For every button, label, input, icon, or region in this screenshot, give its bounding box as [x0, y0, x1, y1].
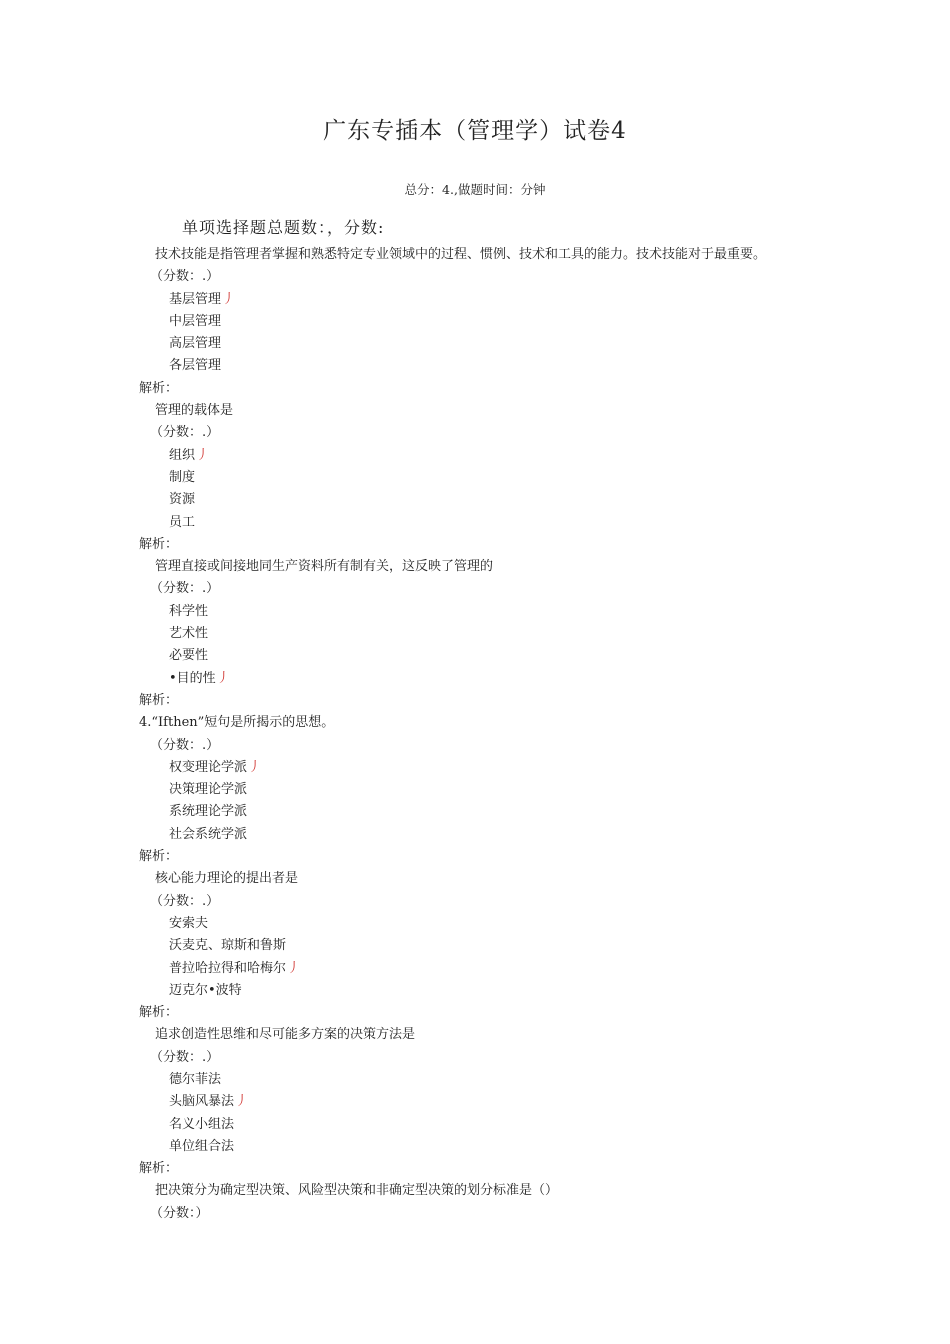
- correct-mark-icon: 丿: [248, 759, 262, 775]
- option-item: [0, 311, 950, 333]
- correct-mark-icon: 丿: [235, 1094, 249, 1110]
- option-item: [0, 289, 950, 311]
- option-item: [0, 1069, 950, 1091]
- option-item: [0, 1091, 950, 1113]
- option-label: 普拉哈拉得和哈梅尔: [169, 960, 287, 976]
- option-label: 沃麦克、琼斯和鲁斯: [169, 938, 287, 954]
- option-label: 基层管理: [169, 291, 222, 307]
- option-label: 决策理论学派: [169, 782, 248, 798]
- question-score: （分数：.）: [150, 581, 220, 597]
- option-label: 制度: [169, 469, 196, 485]
- analysis-label: 解析：: [139, 380, 179, 396]
- option-item: [0, 601, 950, 623]
- option-label: 单位组合法: [169, 1138, 235, 1154]
- option-item: [0, 935, 950, 957]
- option-item: [0, 958, 950, 980]
- option-label: 组织: [169, 447, 196, 463]
- correct-mark-icon: 丿: [216, 670, 230, 686]
- option-item: [0, 801, 950, 823]
- option-item: [0, 645, 950, 667]
- option-item: [0, 623, 950, 645]
- option-label: 必要性: [169, 648, 209, 664]
- option-label: 迈克尔•波特: [169, 982, 242, 998]
- document-subtitle: 总分：4.,做题时间：分钟: [404, 182, 546, 197]
- option-item: [0, 467, 950, 489]
- option-item: [0, 757, 950, 779]
- question-score: （分数：.）: [150, 269, 220, 285]
- question-stem: 技术技能是指管理者掌握和熟悉特定专业领域中的过程、惯例、技术和工具的能力。技术技能对于最重要。: [155, 247, 767, 262]
- option-item: [0, 333, 950, 355]
- option-label: 员工: [169, 514, 196, 530]
- option-label: 名义小组法: [169, 1116, 235, 1132]
- question-stem: 追求创造性思维和尽可能多方案的决策方法是: [155, 1027, 416, 1043]
- question-stem: 管理的载体是: [155, 403, 234, 419]
- option-item: [0, 355, 950, 377]
- analysis-label: 解析：: [139, 536, 179, 552]
- option-label: 安索夫: [169, 915, 209, 931]
- section-heading: 单项选择题总题数：，分数:: [182, 218, 385, 237]
- option-item: [0, 980, 950, 1002]
- question-score: （分数：.）: [150, 893, 220, 909]
- document-title: 广东专插本（管理学）试卷4: [323, 118, 627, 144]
- option-item: [0, 1114, 950, 1136]
- correct-mark-icon: 丿: [222, 291, 236, 307]
- analysis-label: 解析：: [139, 849, 179, 865]
- option-label: 中层管理: [169, 313, 222, 329]
- option-label: 科学性: [169, 603, 209, 619]
- option-item: [0, 779, 950, 801]
- question-score: （分数：.）: [150, 1049, 220, 1065]
- question-score: （分数：.）: [150, 425, 220, 441]
- option-label: 艺术性: [169, 626, 209, 642]
- option-item: [0, 824, 950, 846]
- option-label: 资源: [169, 492, 196, 508]
- option-label: •目的性: [169, 670, 216, 686]
- option-label: 系统理论学派: [169, 804, 248, 820]
- option-label: 头脑风暴法: [169, 1094, 235, 1110]
- option-label: 权变理论学派: [169, 759, 248, 775]
- analysis-label: 解析：: [139, 692, 179, 708]
- option-item: [0, 1136, 950, 1158]
- option-label: 德尔菲法: [169, 1071, 222, 1087]
- option-item: [0, 445, 950, 467]
- question-stem: 把决策分为确定型决策、风险型决策和非确定型决策的划分标准是（）: [155, 1183, 559, 1199]
- option-label: 高层管理: [169, 336, 222, 352]
- option-label: 各层管理: [169, 358, 222, 374]
- option-item: [0, 668, 950, 690]
- analysis-label: 解析：: [139, 1161, 179, 1177]
- question-stem: 4.“Ifthen”短句是所揭示的思想。: [139, 715, 335, 731]
- question-score: （分数：）: [150, 1205, 209, 1221]
- correct-mark-icon: 丿: [196, 447, 210, 463]
- option-item: [0, 913, 950, 935]
- question-list: [0, 244, 950, 1225]
- question-stem: 管理直接或间接地同生产资料所有制有关，这反映了管理的: [155, 559, 494, 575]
- option-label: 社会系统学派: [169, 826, 248, 842]
- analysis-label: 解析：: [139, 1005, 179, 1021]
- option-item: [0, 489, 950, 511]
- option-item: [0, 512, 950, 534]
- question-score: （分数：.）: [150, 737, 220, 753]
- question-stem: 核心能力理论的提出者是: [155, 871, 299, 887]
- correct-mark-icon: 丿: [287, 960, 301, 976]
